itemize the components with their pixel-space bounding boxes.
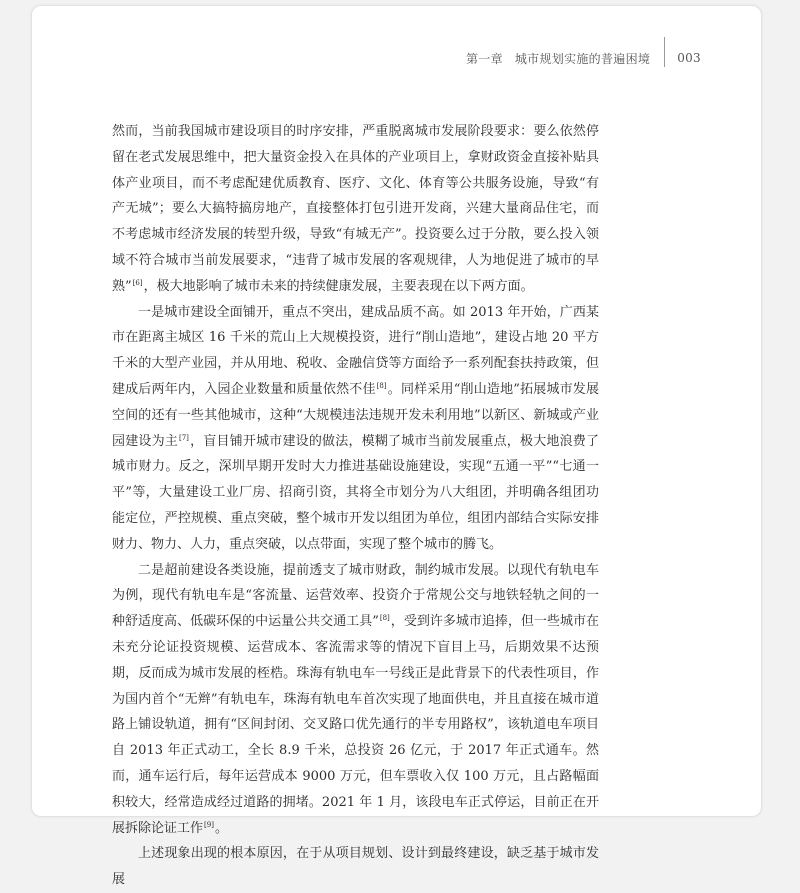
paragraph-text: ，受到许多城市追捧，但一些城市在未充分论证投资规模、运营成本、客流需求等的情况下盲目上马，后期效果不达预期，反而成为城市发展的桎梏。珠海有轨电车一号线正是此背景下的代表性项目，作为国内首个“无辫”有轨电车，珠海有轨电车首次实现了地面供电，并且直接在城市道路上铺设轨道，拥有“区间封闭、交叉路口优先通行的半专用路权”，该轨道电车项目自 2013 年正式动工，全长 8.9 千米，总投资 26 亿元，于 2017 年正式通车。然而，通车运行后，每年运营成本 9000 万元，但车票收入仅 100 万元，且占路幅面积较大，经常造成经过道路的拥堵。2021 年 1 月，该段电车正式停运，目前正在开展拆除论证工作 bbox=[112, 614, 599, 836]
paragraph-1 bbox=[112, 119, 599, 300]
footnote-ref[interactable]: [8] bbox=[379, 614, 390, 623]
paragraph-text: 一是城市建设全面铺开，重点不突出，建成品质不高。如 2013 年开始，广西某市在距离主城区 16 千米的荒山上大规模投资，进行“削山造地”，建设占地 20 平方千米的大型产业园，并从用地、税收、金融信贷等方面给予一系列配套扶持政策，但建成后两年内，入园企业数量和质量依然不佳 bbox=[112, 304, 599, 397]
chapter-title: 城市规划实施的普遍困境 bbox=[514, 51, 651, 66]
header-divider bbox=[664, 37, 665, 67]
page-number: 003 bbox=[677, 51, 701, 65]
paragraph-text: ，极大地影响了城市未来的持续健康发展，主要表现在以下两方面。 bbox=[143, 278, 534, 294]
paragraph-text: 上述现象出现的根本原因，在于从项目规划、设计到最终建设，缺乏基于城市发展 bbox=[112, 846, 599, 888]
footnote-ref[interactable]: [9] bbox=[204, 820, 214, 829]
paragraph-text: 二是超前建设各类设施，提前透支了城市财政，制约城市发展。以现代有轨电车为例，现代有轨电车是“客流量、运营效率、投资介于常规公交与地铁轻轨之间的一种舒适度高、低碳环保的中运量公共交通工具” bbox=[112, 562, 599, 630]
footnote-ref[interactable]: [6] bbox=[132, 278, 143, 287]
footnote-ref[interactable]: [8] bbox=[376, 381, 387, 390]
paragraph-3 bbox=[112, 558, 599, 842]
paragraph-text: ，盲目铺开城市建设的做法，模糊了城市当前发展重点，极大地浪费了城市财力。反之，深圳早期开发时大力推进基础设施建设，实现“五通一平”“七通一平”等，大量建设工业厂房、招商引资，其将全市划分为八大组团，并明确各组团功能定位，严控规模、重点突破，整个城市开发以组团为单位，组团内部结合实际安排财力、物力、人力，重点突破，以点带面，实现了整个城市的腾飞。 bbox=[112, 433, 599, 552]
paragraph-text: 。 bbox=[214, 820, 228, 836]
book-page bbox=[31, 5, 762, 888]
paragraph-text: 。同样采用“削山造地”拓展城市发展空间的还有一些其他城市，这种“大规模违法违规开发未利用地”以新区、新城或产业园建设为主 bbox=[112, 381, 599, 449]
paragraph-text: 然而，当前我国城市建设项目的时序安排，严重脱离城市发展阶段要求：要么依然停留在老式发展思维中，把大量资金投入在具体的产业项目上，拿财政资金直接补贴具体产业项目，而不考虑配建优质教育、医疗、文化、体育等公共服务设施，导致“有产无城”；要么大搞特搞房地产，直接整体打包引进开发商，兴建大量商品住宅，而不考虑城市经济发展的转型升级，导致“有城无产”。投资要么过于分散，要么投入领域不符合城市当前发展要求，“违背了城市发展的客观规律，人为地促进了城市的早熟” bbox=[112, 124, 599, 294]
body-text bbox=[112, 119, 599, 893]
chapter-label: 第一章 bbox=[465, 51, 503, 66]
footnote-ref[interactable]: [7] bbox=[178, 433, 189, 442]
paragraph-2 bbox=[112, 300, 599, 558]
running-header bbox=[466, 43, 701, 73]
paragraph-4 bbox=[112, 841, 599, 893]
